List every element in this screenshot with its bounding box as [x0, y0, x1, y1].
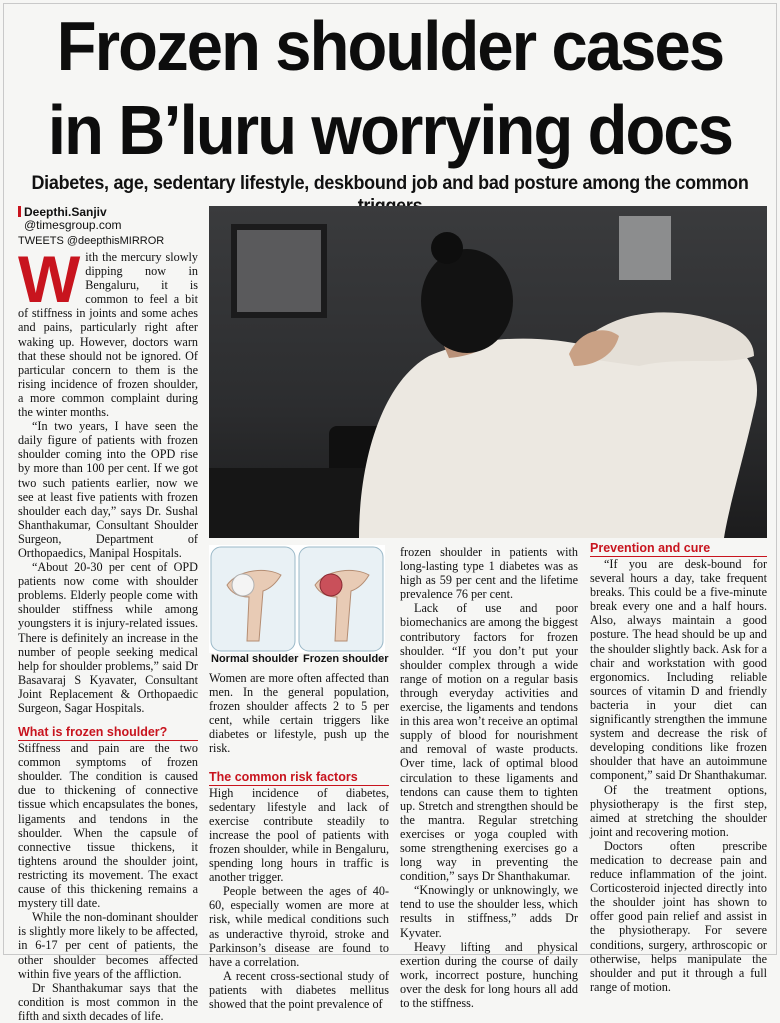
byline-email: @timesgroup.com: [24, 218, 122, 232]
normal-shoulder-label: Normal shoulder: [211, 653, 299, 665]
byline-name: Deepthi.Sanjiv: [24, 205, 107, 219]
shoulder-diagram-svg: [209, 545, 385, 653]
paragraph: People between the ages of 40-60, especially women are more at risk, while medical conditions such as underactive thyroid, stroke and Parkinson’s disease are found to have a correlation.: [209, 884, 389, 969]
paragraph: While the non-dominant shoulder is slightly more likely to be affected, in 6-17 per cent of patients, the other shoulder becomes affected within five years of the affliction.: [18, 910, 198, 981]
paragraph: Heavy lifting and physical exertion during the course of daily work, incorrect posture, hunching over the desk for long hours all add to the stiffness.: [400, 939, 578, 1010]
paragraph: frozen shoulder in patients with long-lasting type 1 diabetes was as high as 59 per cent and the lifetime prevalence 76 per cent.: [400, 545, 578, 602]
woman-holding-shoulder-photo: [209, 206, 767, 538]
subhead-prevention-and-cure: Prevention and cure: [590, 541, 767, 557]
drop-cap: W: [18, 242, 81, 316]
paragraph: A recent cross-sectional study of patients with diabetes mellitus showed that the point prevalence of: [209, 968, 389, 1011]
paragraph: “About 20-30 per cent of OPD patients now come with shoulder problems. Elderly people come with shoulder stiffness while among youngsters it is injury-related issues. There is definitely an increase in the number of people seeking medical help for shoulder problems,” said Dr Basavaraj S Kyavater, Consultant Joint Replacement & Orthopaedic Surgeon, Sagar Hospitals.: [18, 560, 198, 715]
headline-line-2: in B’luru worrying docs: [47, 91, 733, 169]
paragraph: Doctors often prescribe medication to decrease pain and reduce inflammation of the joint. Corticosteroid injected directly into the shoulder joint has shown to offer good pain relief and assist in the physiotherapy. For severe conditions, surgery, arthroscopic or otherwise, helps manipulate the shoulder and put it through a full range of motion.: [590, 838, 767, 994]
byline-tweets: TWEETS @deepthisMIRROR: [18, 235, 165, 247]
column-4: [590, 541, 767, 994]
paragraph: Stiffness and pain are the two common symptoms of frozen shoulder. The condition is caused due to thickening of connective tissue which encapsulates the bones, ligaments and tendons in the shoulder. When the capsule of connective tissue thickens, it tightens around the shoulder joint, restricting its movement. The exact cause of this thickening remains a mystery till date.: [18, 741, 198, 911]
byline-accent-bar: [18, 206, 21, 217]
subhead-common-risk-factors: The common risk factors: [209, 770, 389, 786]
paragraph: Of the treatment options, physiotherapy is the first step, aimed at stretching the shoulder joint and recovering motion.: [590, 782, 767, 839]
paragraph: “If you are desk-bound for several hours a day, take frequent breaks. This could be a five-minute break every one and a half hours. Also, always maintain a good posture. The head should be up and the shoulder slightly back. Ask for a chair and workstation with good ergonomics. Including reliable sources of vitamin D and friendly bacteria in your diet can significantly strengthen the immune system and decrease the risk of developing conditions like frozen shoulder that have an autoimmune component,” said Dr Shanthakumar.: [590, 557, 768, 783]
column-2: [209, 671, 389, 1011]
deck-subheadline: Diabetes, age, sedentary lifestyle, deskbound job and bad posture among the common: [31, 172, 749, 194]
person-illustration: [209, 206, 767, 538]
paragraph: High incidence of diabetes, sedentary lifestyle and lack of exercise contribute steadily to increase the pool of patients with frozen shoulder, while in Bengaluru, spending long hours in traffic is another trigger.: [209, 785, 389, 885]
column-1: [18, 242, 198, 1023]
paragraph: “Knowingly or unknowingly, we tend to use the shoulder less, which results in stiffness,” adds Dr Kyvater.: [400, 883, 578, 940]
paragraph: Lack of use and poor biomechanics are among the biggest contributory factors for frozen shoulder. “If you don’t put your shoulder complex through a wide range of motion on a regular basis through everyday activities and exercise, the ligaments and tendons in this area won’t receive an optimal supply of blood for nourishment and removal of waste products. Over time, lack of optimal blood circulation to these ligaments and tendons can cause them to tighten up. Stretch and strengthen should be the mantra. Regular stretching exercises or yoga coupled with some strengthening exercises go a long way in preventing the condition,” says Dr Shanthakumar.: [400, 601, 578, 884]
intro-text: ith the mercury slowly dipping now in Bengaluru, it is common to feel a bit of stiffness in joints and some aches and pains, particularly right after waking up. However, doctors warn that these should not be ignored. Of particular concern to them is the rising incidence of frozen shoulder, a more common complaint during the winter months.: [18, 250, 198, 420]
paragraph: Dr Shanthakumar says that the condition is most common in the fifth and sixth decades of life.: [18, 980, 198, 1023]
column-3: [400, 545, 578, 1010]
shoulder-diagram: [209, 545, 385, 653]
intro-paragraph: [18, 242, 198, 420]
paragraph: “In two years, I have seen the daily figure of patients with frozen shoulder coming into the OPD rise by more than 100 per cent. If we got two such patients earlier, now we see at least five patients with frozen shoulder each day,” says Dr. Sushal Shanthakumar, Consultant Shoulder Surgeon, Department of Orthopaedics, Manipal Hospitals.: [18, 419, 198, 560]
paragraph: Women are more often affected than men. In the general population, frozen shoulder affects 2 to 5 per cent, while certain triggers like diabetes or lifestyle, push up the risk.: [209, 671, 389, 756]
subhead-what-is-frozen-shoulder: What is frozen shoulder?: [18, 725, 198, 741]
frozen-shoulder-label: Frozen shoulder: [303, 653, 389, 665]
headline-line-1: Frozen shoulder cases: [56, 7, 724, 85]
